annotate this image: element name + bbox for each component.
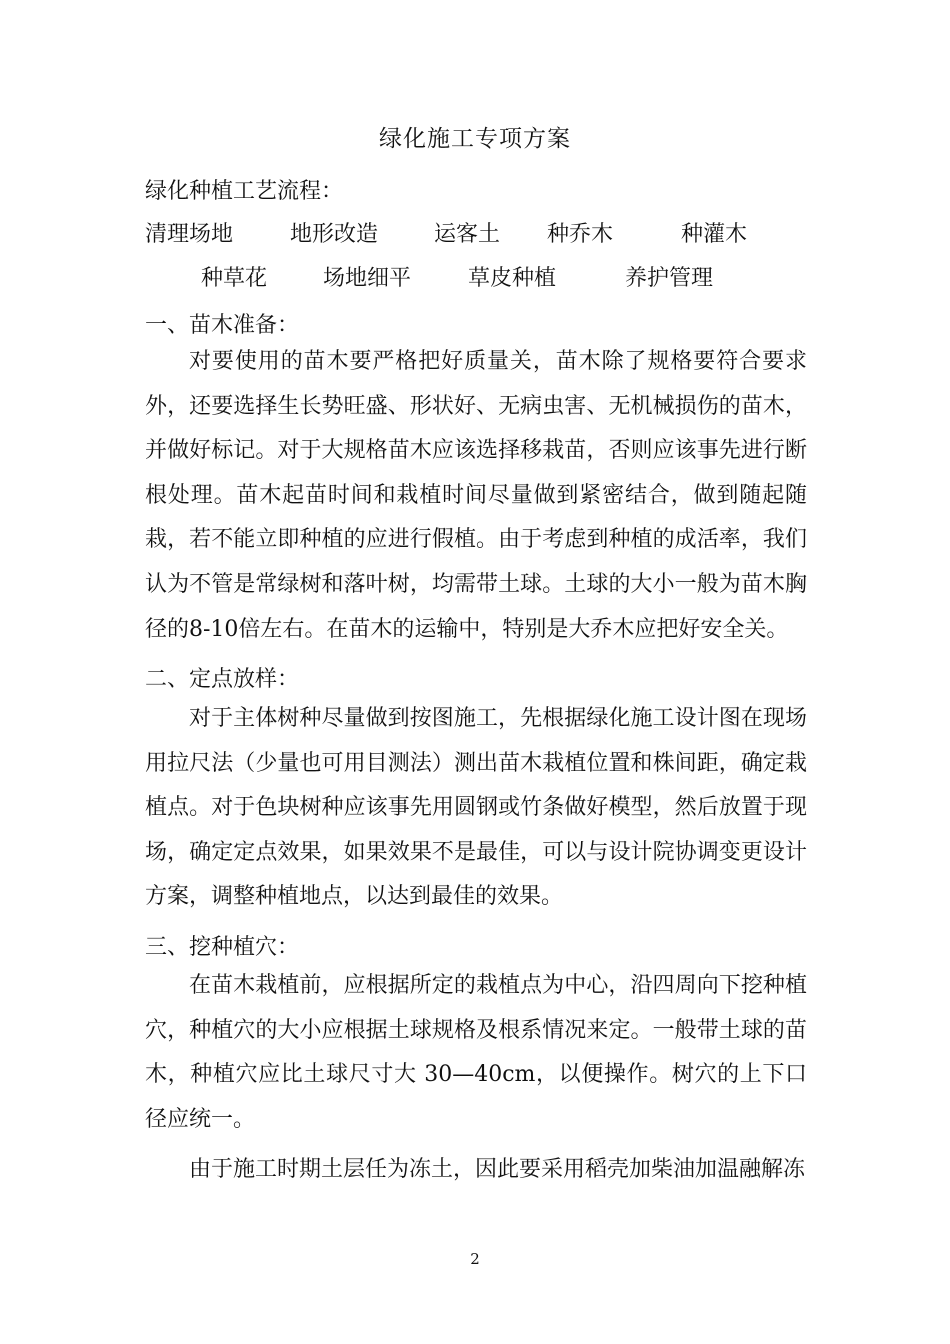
section-paragraph: 在苗木栽植前，应根据所定的栽植点为中心，沿四周向下挖种植穴，种植穴的大小应根据土球规格及根系情况来定。一般带土球的苗木，种植穴应比土球尺寸大 30—40cm，以便操作。树穴的上下口径应统一。 xyxy=(145,973,807,1132)
flow-heading: 绿化种植工艺流程： xyxy=(145,179,344,204)
flow-step: 种乔木 xyxy=(547,222,614,247)
page-number: 2 xyxy=(470,1250,480,1268)
section-heading: 一、苗木准备： xyxy=(145,313,300,338)
section-heading: 三、挖种植穴： xyxy=(145,935,300,960)
section-paragraph: 对于主体树种尽量做到按图施工，先根据绿化施工设计图在现场用拉尺法（少量也可用目测法）测出苗木栽植位置和株间距，确定栽植点。对于色块树种应该事先用圆钢或竹条做好模型，然后放置于现场，确定定点效果，如果效果不是最佳，可以与设计院协调变更设计方案，调整种植地点，以达到最佳的效果。 xyxy=(145,706,807,910)
continuation-paragraph: 由于施工时期土层任为冻土，因此要采用稻壳加柴油加温融解冻 xyxy=(189,1157,806,1182)
page-title: 绿化施工专项方案 xyxy=(379,126,571,152)
flow-step: 清理场地 xyxy=(145,222,234,247)
flow-step: 养护管理 xyxy=(625,266,714,291)
flow-step: 种灌木 xyxy=(681,222,748,247)
flow-step: 草皮种植 xyxy=(468,266,557,291)
flow-step: 地形改造 xyxy=(290,222,379,247)
section-heading: 二、定点放样： xyxy=(145,667,300,692)
flow-step: 场地细平 xyxy=(323,266,412,291)
flow-step: 种草花 xyxy=(201,266,268,291)
section-paragraph: 对要使用的苗木要严格把好质量关，苗木除了规格要符合要求外，还要选择生长势旺盛、形状好、无病虫害、无机械损伤的苗木，并做好标记。对于大规格苗木应该选择移栽苗，否则应该事先进行断根处理。苗木起苗时间和栽植时间尽量做到紧密结合，做到随起随栽，若不能立即种植的应进行假植。由于考虑到种植的成活率，我们认为不管是常绿树和落叶树，均需带土球。土球的大小一般为苗木胸径的8-10倍左右。在苗木的运输中，特别是大乔木应把好安全关。 xyxy=(145,349,807,642)
flow-step: 运客土 xyxy=(434,222,501,247)
